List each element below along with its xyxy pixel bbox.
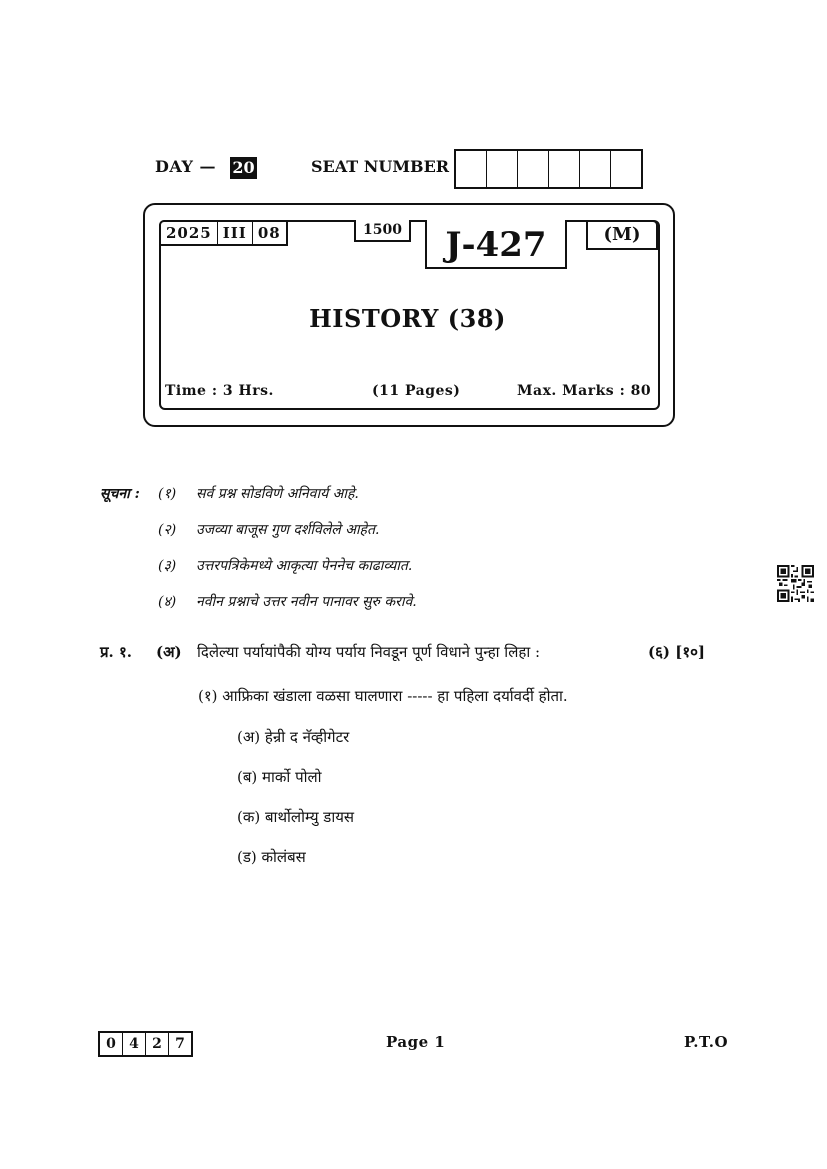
instruction-item [158,520,379,539]
footer-code-digit: 4 [123,1033,146,1055]
max-marks: Max. Marks : 80 [517,383,652,399]
seat-number-label: SEAT NUMBER [311,157,450,176]
footer-code-digit: 0 [100,1033,123,1055]
seat-digit-box[interactable] [549,151,580,187]
instruction-number: (४) [158,594,177,610]
instruction-text: सर्व प्रश्न सोडविणे अनिवार्य आहे. [196,486,359,502]
instruction-item [158,592,417,611]
please-turn-over: P.T.O [684,1033,729,1051]
subject-title: HISTORY (38) [309,304,506,333]
seat-digit-box[interactable] [580,151,611,187]
option-a: (अ) हेन्री द नॅव्हीगेटर [237,728,350,746]
page-number: Page 1 [386,1033,446,1051]
question-marks: (६) [१०] [648,643,706,661]
seat-number-boxes[interactable] [454,149,643,189]
instruction-number: (३) [158,558,177,574]
day-label: DAY — [155,157,216,176]
seat-digit-box[interactable] [611,151,641,187]
question-text: दिलेल्या पर्यायांपैकी योग्य पर्याय निवडून पूर्ण विधाने पुन्हा लिहा : [197,643,541,661]
instruction-item [158,556,412,575]
instruction-number: (१) [158,486,177,502]
paper-count: 1500 [354,220,411,242]
instruction-text: उजव्या बाजूस गुण दर्शविलेले आहेत. [196,522,380,538]
seat-digit-box[interactable] [518,151,549,187]
seat-digit-box[interactable] [487,151,518,187]
footer-code-digit: 2 [146,1033,169,1055]
exam-time: Time : 3 Hrs. [165,383,274,399]
instruction-item [158,484,359,503]
sub-question: (१) आफ्रिका खंडाला वळसा घालणारा ----- हा पहिला दर्यावर्दी होता. [198,687,568,705]
instruction-text: उत्तरपत्रिकेमध्ये आकृत्या पेननेच काढाव्यात. [196,558,413,574]
exam-code-boxes [159,220,288,246]
page-count: (11 Pages) [372,383,461,399]
instruction-number: (२) [158,522,177,538]
seat-digit-box[interactable] [456,151,487,187]
footer-code-digit: 7 [175,1036,185,1052]
option-c: (क) बार्थोलोम्यु डायस [237,808,355,826]
exam-session: 08 [257,224,281,242]
exam-year: 2025 [161,222,218,244]
qr-code-icon [777,565,814,602]
exam-month: III [218,222,253,244]
footer-code-boxes [98,1031,193,1057]
day-number: 20 [230,157,257,179]
paper-code: J-427 [425,220,567,269]
question-part: (अ) [156,643,182,661]
option-b: (ब) मार्को पोलो [237,768,322,786]
paper-medium: (M) [586,220,658,250]
option-d: (ड) कोलंबस [237,848,306,866]
instruction-text: नवीन प्रश्नाचे उत्तर नवीन पानावर सुरु करावे. [196,594,417,610]
instructions-heading: सूचना : [100,486,140,502]
question-number: प्र. १. [100,643,133,661]
